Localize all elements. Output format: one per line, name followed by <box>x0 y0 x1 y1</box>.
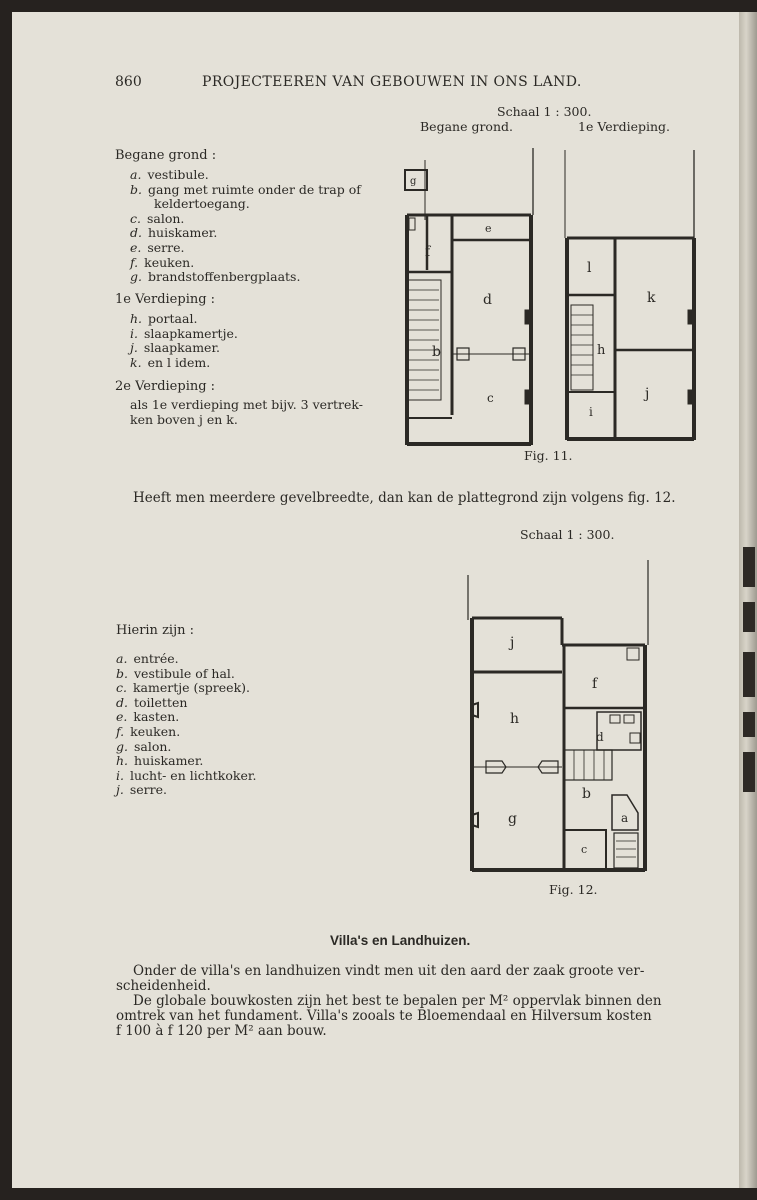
legend-item: e. serre. <box>130 239 185 255</box>
legend-item: j. slaapkamer. <box>130 340 221 356</box>
page-number: 860 <box>115 74 142 90</box>
legend-item: f. keuken. <box>130 254 195 270</box>
legend-item: j. serre. <box>116 782 167 798</box>
plan-label-k: k <box>647 290 656 306</box>
plan-label-d: d <box>483 292 492 308</box>
plan-label-e: e <box>485 222 492 235</box>
legend-item: h. huiskamer. <box>116 753 204 769</box>
legend-verdieping2-line: ken boven j en k. <box>130 412 238 427</box>
legend-begane-title: Begane grond : <box>115 148 217 163</box>
legend-verdieping2-title: 2e Verdieping : <box>115 379 216 394</box>
fig11-plan-ground-floor <box>397 140 549 450</box>
running-title: PROJECTEEREN VAN GEBOUWEN IN ONS LAND. <box>202 74 582 90</box>
legend-item: g. salon. <box>116 738 172 754</box>
plan-label-g: g <box>410 176 417 187</box>
fig12-plan <box>462 555 657 877</box>
legend-item: b. gang met ruimte onder de trap of <box>130 181 361 197</box>
fig12-caption: Fig. 12. <box>549 882 598 897</box>
legend-item: e. kasten. <box>116 709 180 725</box>
plan-label-g: g <box>508 811 517 827</box>
legend-verdieping1-title: 1e Verdieping : <box>115 292 216 307</box>
legend-item: i. lucht- en lichtkoker. <box>116 767 257 783</box>
legend-item: keldertoegang. <box>154 196 250 212</box>
fig11-caption: Fig. 11. <box>524 448 573 463</box>
plan-label-d: d <box>596 730 604 744</box>
legend-item: i. slaapkamertje. <box>130 325 238 341</box>
plan-label-j: j <box>645 386 650 402</box>
fig11-label-begane: Begane grond. <box>420 119 513 134</box>
section-line: Onder de villa's en landhuizen vindt men uit den aard der zaak groote ver- <box>133 963 645 979</box>
fig12-legend-title: Hierin zijn : <box>116 623 194 638</box>
fig12-legend-list <box>116 652 256 798</box>
plan-label-f: f <box>425 244 431 260</box>
fig12-scale: Schaal 1 : 300. <box>520 527 615 542</box>
plan-label-c: c <box>487 391 494 405</box>
section-line: scheidenheid. <box>116 978 211 994</box>
fig11-scale: Schaal 1 : 300. <box>497 104 592 119</box>
legend-verdieping2-line: als 1e verdieping met bijv. 3 vertrek- <box>130 397 364 412</box>
plan-label-a: a <box>621 811 629 825</box>
plan-label-i: i <box>589 405 593 419</box>
plan-label-h: h <box>597 343 606 358</box>
intro-sentence: Heeft men meerdere gevelbreedte, dan kan de plattegrond zijn volgens fig. 12. <box>133 490 676 506</box>
legend-item: g. brandstoffenbergplaats. <box>130 269 301 285</box>
plan-label-b: b <box>432 344 441 360</box>
legend-item: h. portaal. <box>130 311 198 326</box>
legend-item: f. keuken. <box>116 723 181 739</box>
page-edge <box>739 12 757 1188</box>
plan-label-b: b <box>582 786 591 802</box>
plan-label-j: j <box>510 635 515 651</box>
plan-label-h: h <box>510 711 520 727</box>
plan-label-c: c <box>581 843 588 856</box>
section-line: De globale bouwkosten zijn het best te bepalen per M² oppervlak binnen den <box>133 993 662 1009</box>
plan-label-f: f <box>592 676 598 692</box>
legend-item: c. kamertje (spreek). <box>116 680 250 696</box>
plan-label-l: l <box>587 260 592 276</box>
legend-item: c. salon. <box>130 210 185 226</box>
section-heading: Villa's en Landhuizen. <box>330 933 471 948</box>
legend-item: d. huiskamer. <box>130 225 218 241</box>
legend-begane-list <box>130 168 361 285</box>
legend-item: a. vestibule. <box>130 167 209 182</box>
fig11-label-verdieping: 1e Verdieping. <box>578 119 670 134</box>
section-line: omtrek van het fundament. Villa's zooals te Bloemendaal en Hilversum kosten <box>116 1008 652 1024</box>
legend-verdieping1-list <box>130 312 238 370</box>
legend-item: b. vestibule of hal. <box>116 665 235 681</box>
legend-item: k. en l idem. <box>130 354 211 370</box>
legend-item: a. entrée. <box>116 651 179 666</box>
section-line: f 100 à f 120 per M² aan bouw. <box>116 1023 327 1039</box>
fig11-plan-first-floor <box>557 140 702 450</box>
legend-item: d. toiletten <box>116 694 188 710</box>
